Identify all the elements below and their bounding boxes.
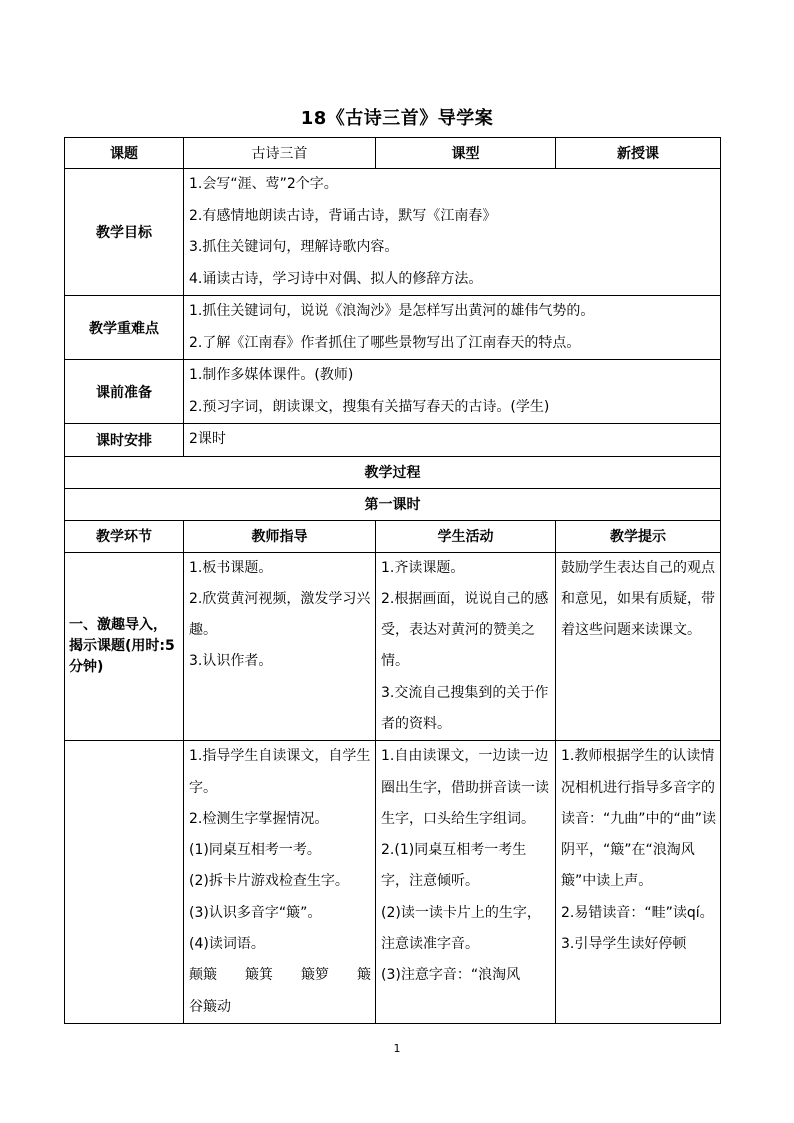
difficulties-list [184, 296, 721, 360]
preparation-list [184, 360, 721, 424]
difficulties-row [65, 296, 721, 360]
stage-label: 一、激趣导入，揭示课题(用时:5分钟) [65, 552, 184, 741]
column-header-row [65, 520, 721, 552]
type-label: 课型 [376, 138, 556, 169]
goal-item: 4.诵读古诗，学习诗中对偶、拟人的修辞方法。 [189, 270, 483, 287]
subject-value: 古诗三首 [184, 138, 376, 169]
process-row [65, 456, 721, 488]
preparation-row [65, 360, 721, 424]
student-activity: 1.齐读课题。 2.根据画面，说说自己的感受，表达对黄河的赞美之情。 3.交流自己搜集到的关于作者的资料。 [376, 552, 556, 741]
teacher-guidance: 1.指导学生自读课文，自学生字。 2.检测生字掌握情况。 (1)同桌互相考一考。 (2)拆卡片游戏检查生字。 (3)认识多音字“簸”。 (4)读词语。 颠簸 簸箕 簸箩 簸谷簸动 [184, 741, 376, 1024]
column-header: 教学环节 [65, 520, 184, 552]
preparation-label: 课前准备 [65, 360, 184, 424]
goals-row [65, 169, 721, 296]
column-header: 教学提示 [556, 520, 721, 552]
document-title: 18《古诗三首》导学案 [300, 108, 494, 129]
lesson-title: 第一课时 [65, 488, 721, 520]
column-header: 学生活动 [376, 520, 556, 552]
difficulty-item: 2.了解《江南春》作者抓住了哪些景物写出了江南春天的特点。 [189, 334, 581, 351]
schedule-row [65, 424, 721, 457]
goal-item: 1.会写“涯、莺”2个字。 [189, 176, 338, 192]
type-value: 新授课 [556, 138, 721, 169]
difficulty-item: 1.抓住关键词句，说说《浪淘沙》是怎样写出黄河的雄伟气势的。 [189, 303, 595, 319]
teaching-tips: 1.教师根据学生的认读情况相机进行指导多音字的读音：“九曲”中的“曲”读阴平，“簸”在“浪淘风簸”中读上声。 2.易错读音：“畦”读qí。 3.引导学生读好停顿 [556, 741, 721, 1024]
header-row [65, 138, 721, 169]
process-row-reading [65, 741, 721, 1024]
teaching-tips: 鼓励学生表达自己的观点和意见，如果有质疑，带着这些问题来读课文。 [556, 552, 721, 741]
column-header: 教师指导 [184, 520, 376, 552]
subject-label: 课题 [65, 138, 184, 169]
difficulties-label: 教学重难点 [65, 296, 184, 360]
preparation-item: 1.制作多媒体课件。(教师) [189, 367, 354, 383]
goal-item: 2.有感情地朗读古诗，背诵古诗，默写《江南春》 [189, 207, 497, 224]
goal-item: 3.抓住关键词句，理解诗歌内容。 [189, 239, 399, 255]
goals-list [184, 169, 721, 296]
teacher-guidance: 1.板书课题。 2.欣赏黄河视频，激发学习兴趣。 3.认识作者。 [184, 552, 376, 741]
page-number: 1 [393, 1042, 401, 1055]
schedule-value: 2课时 [189, 431, 226, 447]
stage-label [65, 741, 184, 1024]
schedule-label: 课时安排 [65, 424, 184, 457]
lesson-plan-table [64, 137, 721, 1024]
goals-label: 教学目标 [65, 169, 184, 296]
student-activity: 1.自由读课文，一边读一边圈出生字，借助拼音读一读生字，口头给生字组词。 2.(1)同桌互相考一考生字，注意倾听。 (2)读一读卡片上的生字，注意读准字音。 (3)注意字音：“浪淘风 [376, 741, 556, 1024]
preparation-item: 2.预习字词，朗读课文，搜集有关描写春天的古诗。(学生) [189, 398, 550, 415]
lesson-row [65, 488, 721, 520]
process-title: 教学过程 [65, 456, 721, 488]
process-row-intro [65, 552, 721, 741]
